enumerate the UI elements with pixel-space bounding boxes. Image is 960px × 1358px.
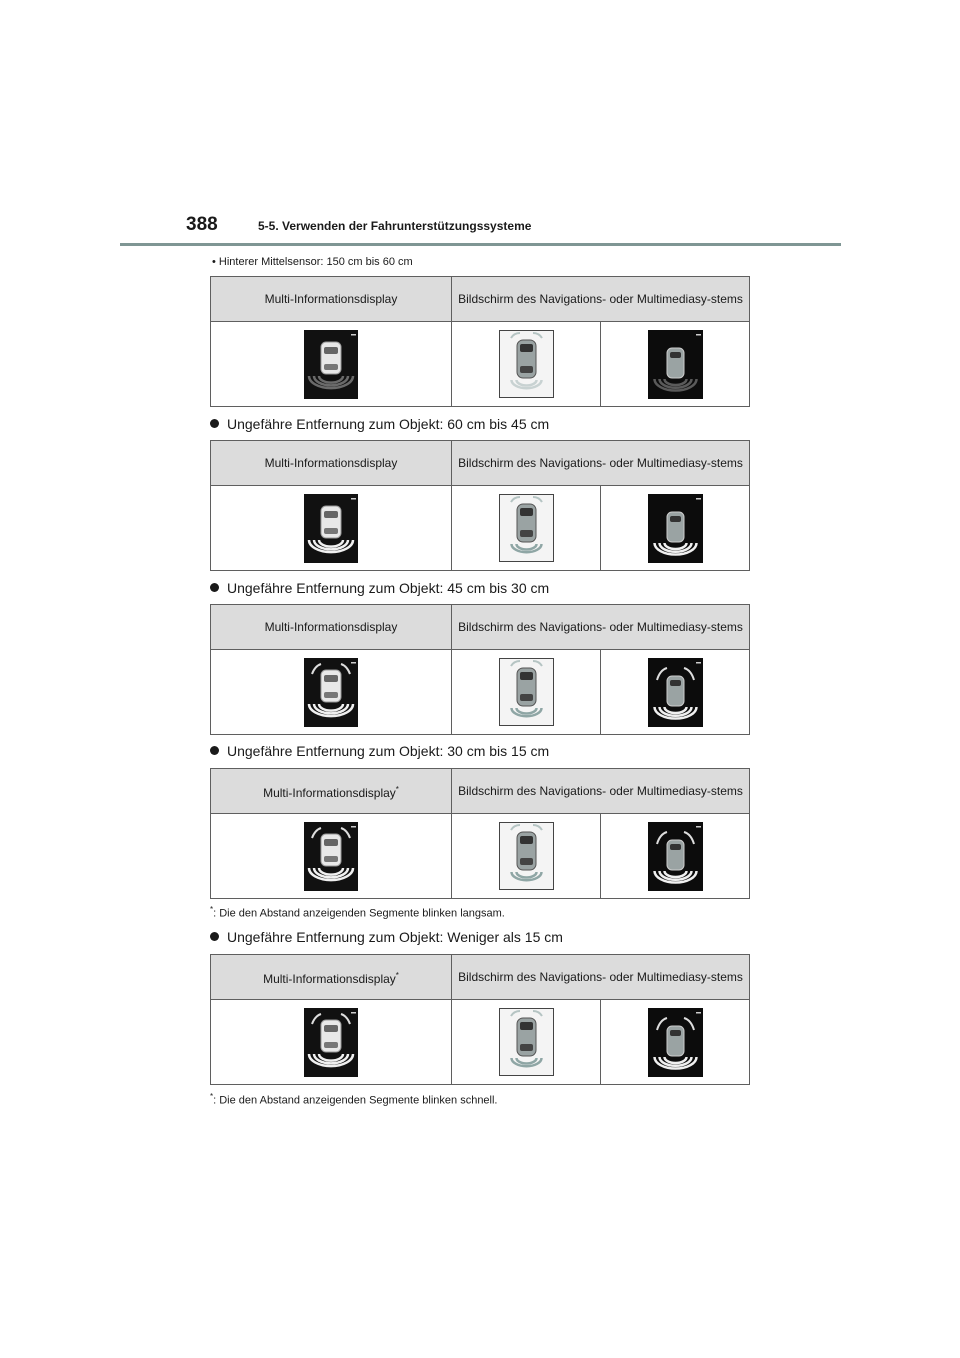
display-table-5 xyxy=(210,954,750,1085)
bullet-icon xyxy=(210,746,219,755)
bullet-icon xyxy=(210,932,219,941)
cell-nav xyxy=(452,650,601,735)
section-title: 5-5. Verwenden der Fahrunterstützungssysteme xyxy=(258,219,532,233)
cell-nav-dark xyxy=(601,814,750,899)
mid-parking-sensor-icon xyxy=(304,494,358,563)
cell-mid xyxy=(211,814,452,899)
display-table-4 xyxy=(210,768,750,899)
intro-bullet: • Hinterer Mittelsensor: 150 cm bis 60 cm xyxy=(212,256,413,268)
cell-mid xyxy=(211,1000,452,1085)
display-table-3 xyxy=(210,604,750,735)
cell-nav-dark xyxy=(601,486,750,571)
bullet-icon xyxy=(210,419,219,428)
header-mid: Multi-Informationsdisplay* xyxy=(211,955,452,1000)
header-nav: Bildschirm des Navigations- oder Multimediasy-stems xyxy=(452,955,750,1000)
nav-parking-sensor-icon xyxy=(499,822,554,890)
display-table-1 xyxy=(210,276,750,407)
distance-heading-1: Ungefähre Entfernung zum Objekt: 60 cm bis 45 cm xyxy=(210,416,549,432)
footnote-fast: *: Die den Abstand anzeigenden Segmente blinken schnell. xyxy=(210,1092,498,1107)
cell-nav xyxy=(452,486,601,571)
display-table-2 xyxy=(210,440,750,571)
nav-dark-parking-sensor-icon xyxy=(648,330,703,399)
mid-parking-sensor-icon xyxy=(304,822,358,891)
cell-nav xyxy=(452,1000,601,1085)
cell-mid xyxy=(211,322,452,407)
nav-parking-sensor-icon xyxy=(499,1008,554,1076)
header-nav: Bildschirm des Navigations- oder Multimediasy-stems xyxy=(452,441,750,486)
distance-heading-2: Ungefähre Entfernung zum Objekt: 45 cm bis 30 cm xyxy=(210,580,549,596)
cell-mid xyxy=(211,486,452,571)
mid-parking-sensor-icon xyxy=(304,1008,358,1077)
footnote-slow: *: Die den Abstand anzeigenden Segmente blinken langsam. xyxy=(210,905,505,920)
mid-parking-sensor-icon xyxy=(304,330,358,399)
cell-nav xyxy=(452,814,601,899)
header-mid: Multi-Informationsdisplay* xyxy=(211,769,452,814)
nav-parking-sensor-icon xyxy=(499,494,554,562)
header-mid: Multi-Informationsdisplay xyxy=(211,441,452,486)
mid-parking-sensor-icon xyxy=(304,658,358,727)
cell-nav-dark xyxy=(601,322,750,407)
cell-mid xyxy=(211,650,452,735)
footnote-marker: * xyxy=(395,970,399,980)
header-nav: Bildschirm des Navigations- oder Multimediasy-stems xyxy=(452,769,750,814)
header-mid: Multi-Informationsdisplay xyxy=(211,277,452,322)
page-number: 388 xyxy=(186,214,218,235)
nav-parking-sensor-icon xyxy=(499,658,554,726)
header-mid: Multi-Informationsdisplay xyxy=(211,605,452,650)
cell-nav-dark xyxy=(601,1000,750,1085)
header-nav: Bildschirm des Navigations- oder Multimediasy-stems xyxy=(452,605,750,650)
cell-nav xyxy=(452,322,601,407)
bullet-icon xyxy=(210,583,219,592)
nav-dark-parking-sensor-icon xyxy=(648,658,703,727)
header-nav: Bildschirm des Navigations- oder Multimediasy-stems xyxy=(452,277,750,322)
footnote-marker: * xyxy=(395,784,399,794)
nav-parking-sensor-icon xyxy=(499,330,554,398)
nav-dark-parking-sensor-icon xyxy=(648,822,703,891)
header-rule xyxy=(120,243,841,246)
cell-nav-dark xyxy=(601,650,750,735)
distance-heading-4: Ungefähre Entfernung zum Objekt: Weniger als 15 cm xyxy=(210,929,563,945)
nav-dark-parking-sensor-icon xyxy=(648,494,703,563)
nav-dark-parking-sensor-icon xyxy=(648,1008,703,1077)
distance-heading-3: Ungefähre Entfernung zum Objekt: 30 cm bis 15 cm xyxy=(210,743,549,759)
